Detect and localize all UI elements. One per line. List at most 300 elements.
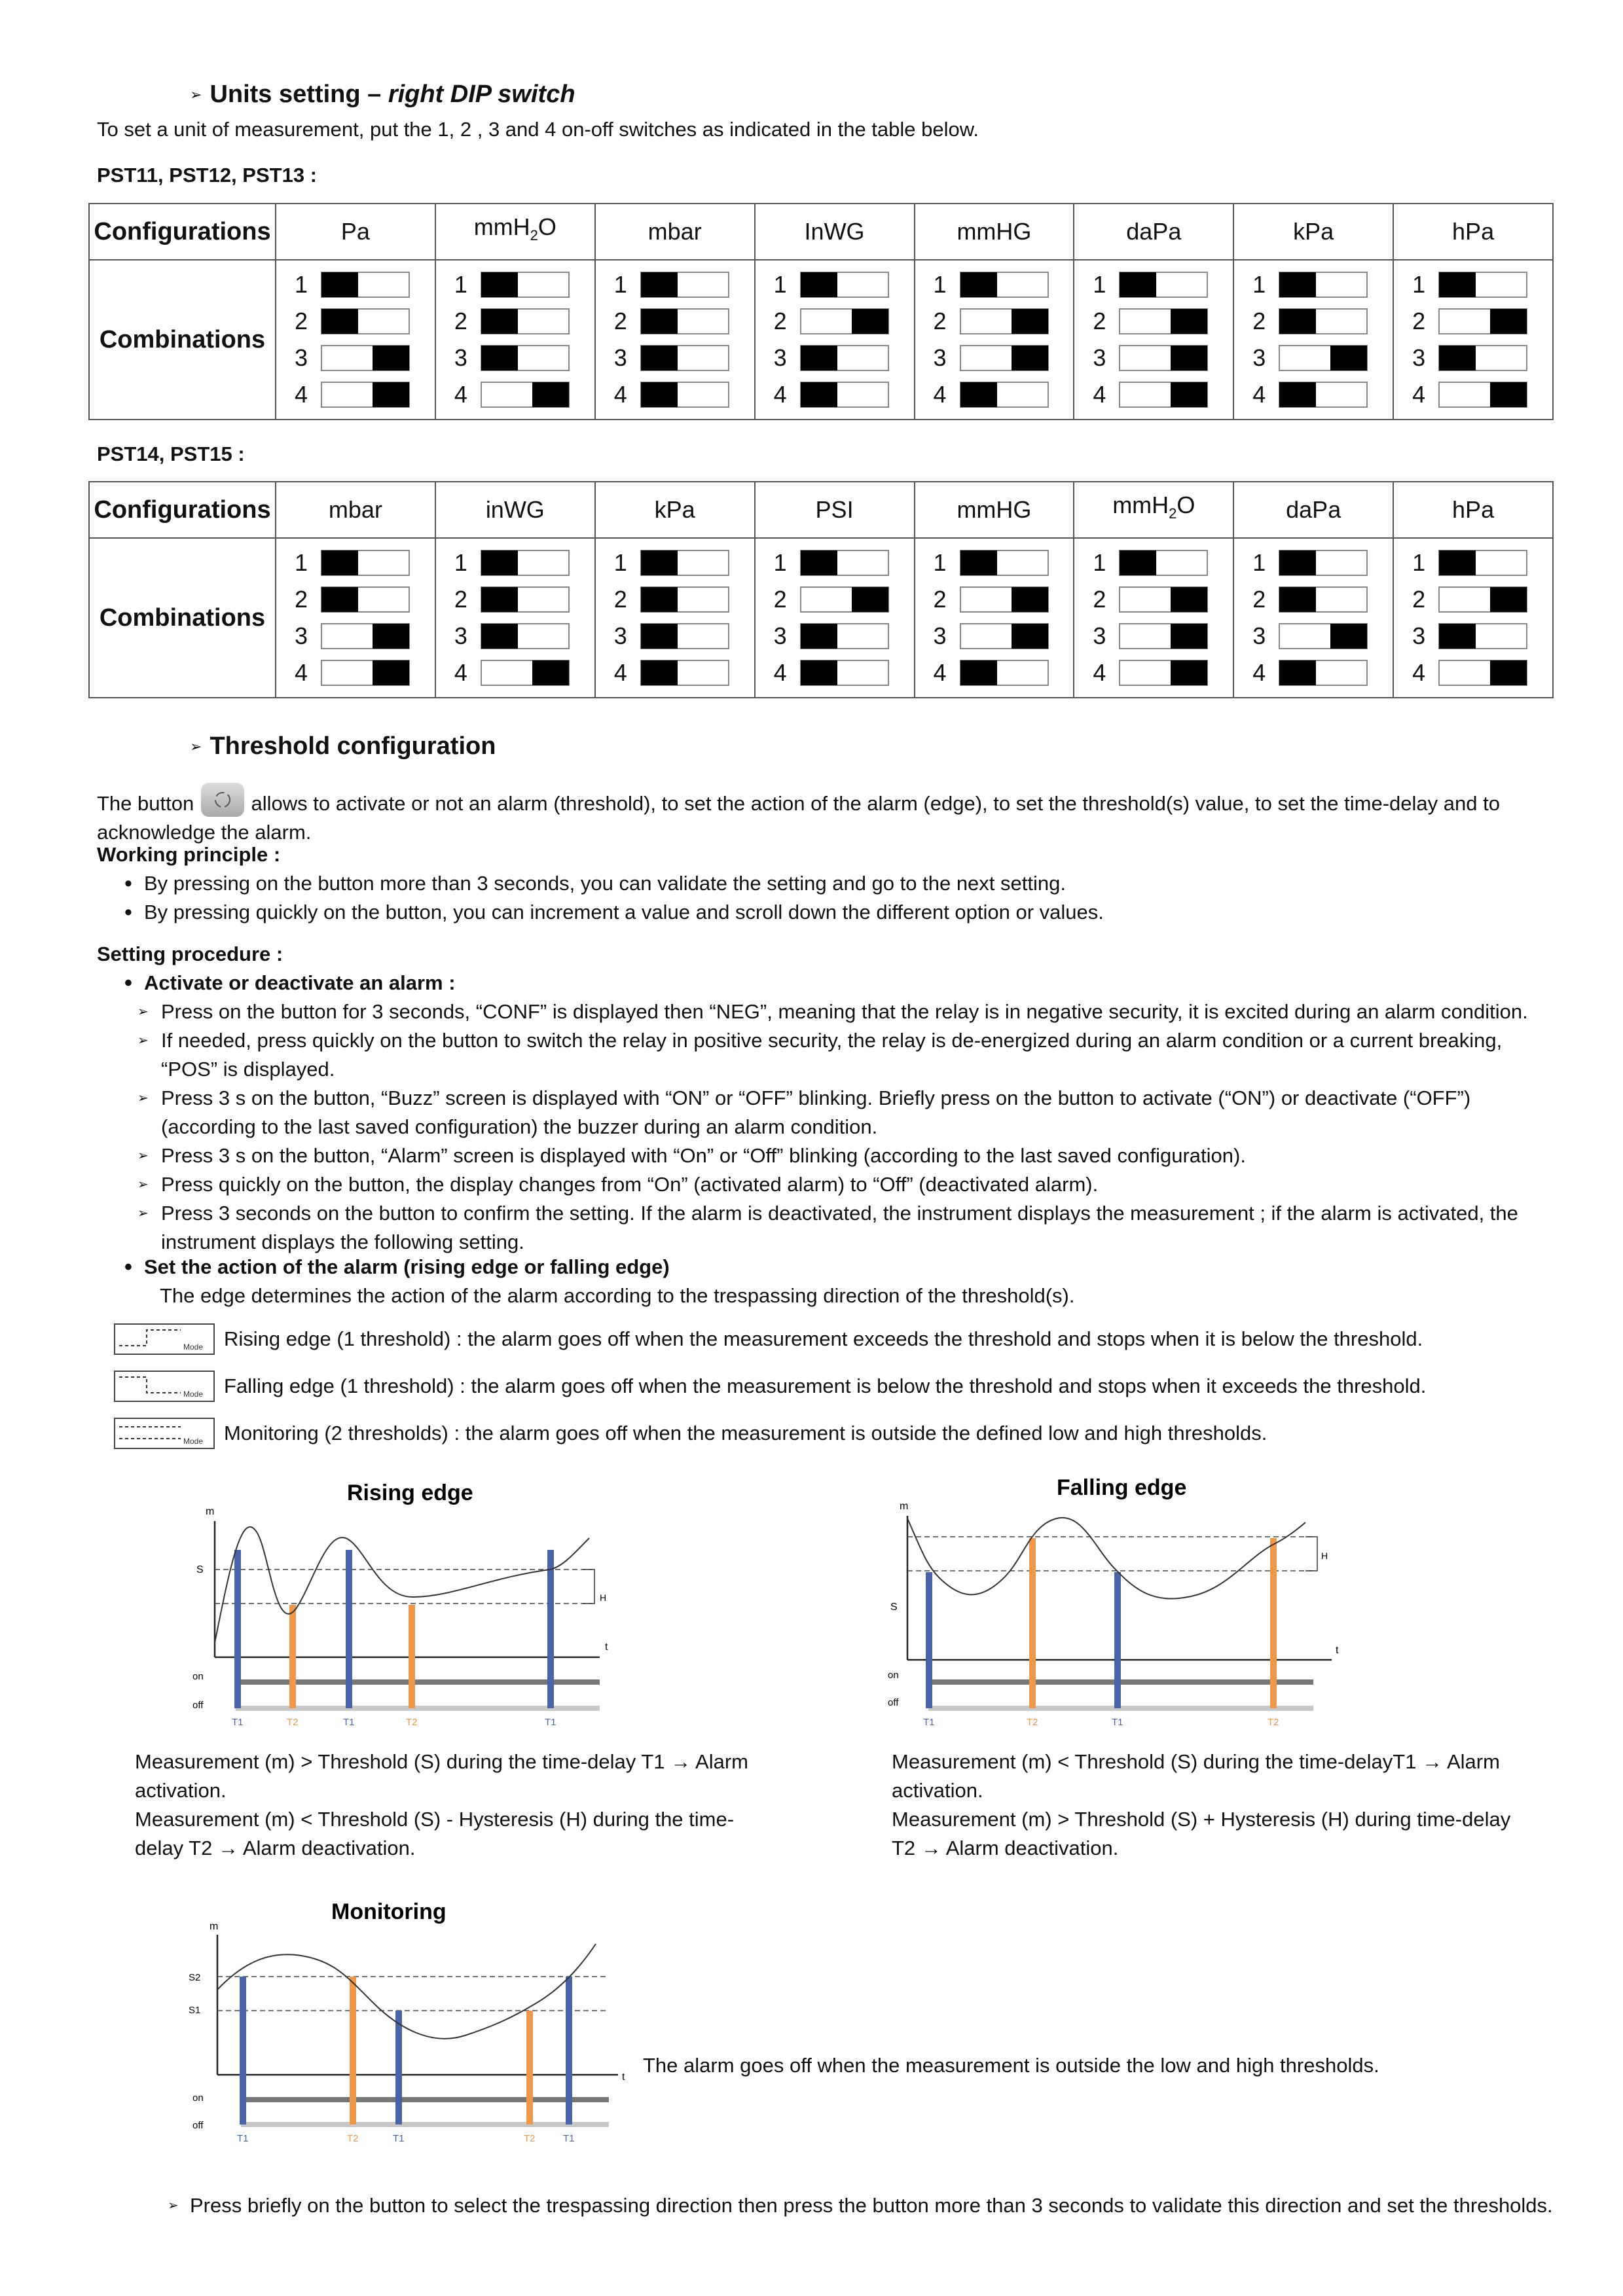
s-label: S [890,1602,898,1613]
switch-slot [481,345,570,371]
switch-number: 4 [773,381,787,408]
switch-lever-off [852,309,888,334]
switch-combination [1393,538,1553,698]
switch-slot [800,308,889,334]
switch-number: 2 [773,586,787,613]
final-step [128,2191,1595,2220]
t1-bar [926,1572,932,1708]
switch-slot [481,550,570,576]
switch-slot [640,308,729,334]
switch-slot [1119,550,1208,576]
switch-slot [321,308,410,334]
units-setting-heading: ➢ Units setting – right DIP switch [190,81,575,108]
monitoring-mode-desc: Monitoring (2 thresholds) : the alarm goes off when the measurement is outside the defined low and high thresholds. [224,1422,1267,1444]
dip-switch-1 [295,546,435,580]
dip-switch-2 [1252,583,1393,617]
switch-slot [1279,308,1368,334]
switch-slot [481,586,570,613]
hysteresis-bracket [583,1570,594,1604]
switch-combination [915,538,1074,698]
switch-number: 1 [1252,271,1266,298]
switch-number: 1 [454,549,467,576]
switch-lever-off [373,346,409,370]
dip-switch-2 [295,583,435,617]
switch-combination [1233,538,1393,698]
switch-lever-on [641,660,678,685]
t2-bar [350,1977,356,2125]
dip-switch-1 [614,268,754,302]
switch-lever-off [1171,660,1207,685]
switch-lever-on [1279,309,1316,334]
arrow-bullet-icon: ➢ [190,738,202,755]
switch-slot [1438,345,1527,371]
switch-lever-off [1012,624,1048,649]
t2-bar [1270,1538,1277,1708]
switch-lever-off [1490,382,1527,407]
switch-slot [1119,345,1208,371]
switch-lever-on [641,382,678,407]
switch-combination [435,538,595,698]
switch-lever-on [801,660,837,685]
dip-switch-1 [1252,268,1393,302]
list-item: ➢ Press 3 s on the button, “Buzz” screen is displayed with “ON” or “OFF” blinking. Briefly press on the button to activate (“ON”) or deactivate (“OFF”) (according to the last saved configuration) the buzzer during an alarm condition. [98,1084,1578,1141]
switch-slot [640,345,729,371]
switch-lever-on [641,587,678,612]
switch-slot [960,382,1049,408]
unit-cell: Pa [276,204,435,260]
comb-header: Combinations [89,538,276,698]
switch-lever-on [641,346,678,370]
switch-lever-on [321,309,358,334]
switch-lever-off [373,660,409,685]
switch-number: 2 [773,308,787,334]
dip-switch-2 [774,583,914,617]
off-label: off [888,1697,899,1708]
switch-slot [1279,382,1368,408]
svg-text:Mode: Mode [183,1342,204,1352]
switch-number: 3 [613,344,627,371]
switch-slot [1119,382,1208,408]
t-label: t [605,1641,608,1653]
switch-lever-on [960,660,997,685]
t1-label: T1 [343,1717,355,1728]
switch-number: 3 [295,622,308,649]
switch-number: 2 [933,308,947,334]
switch-number: 4 [1412,659,1426,686]
switch-lever-on [1439,624,1476,649]
switch-slot [321,272,410,298]
dip-switch-1 [934,268,1074,302]
dip-switch-1 [295,268,435,302]
s1-label: S1 [189,2005,201,2016]
hysteresis-bracket [1305,1537,1317,1571]
switch-number: 4 [613,381,627,408]
switch-lever-off [373,624,409,649]
measurement-curve [907,1518,1305,1599]
dip-switch-3 [934,619,1074,653]
switch-number: 1 [773,549,787,576]
switch-lever-on [801,382,837,407]
switch-number: 3 [454,344,467,371]
switch-lever-off [852,587,888,612]
switch-slot [321,382,410,408]
switch-slot [640,586,729,613]
monitoring-mode-icon [114,1418,215,1449]
t1-label: T1 [237,2133,249,2144]
switch-number: 3 [1412,344,1426,371]
edge-list [98,1253,1539,1282]
edge-intro: The edge determines the action of the alarm according to the trespassing direction of the threshold(s). [160,1284,1075,1307]
switch-slot [481,382,570,408]
dip-switch-1 [774,546,914,580]
dip-switch-1 [774,268,914,302]
switch-lever-off [1171,382,1207,407]
switch-number: 1 [1412,549,1426,576]
switch-slot [481,660,570,686]
switch-lever-on [1120,272,1156,297]
dip-switch-4 [454,378,594,412]
switch-lever-off [1012,587,1048,612]
m-label: m [210,1921,219,1932]
unit-cell: mmHG [915,482,1074,538]
switch-slot [640,550,729,576]
switch-lever-off [1012,309,1048,334]
dip-switch-2 [1093,304,1233,338]
switch-lever-off [1330,624,1367,649]
procedure-list [98,969,1571,997]
switch-number: 2 [933,586,947,613]
switch-slot [640,272,729,298]
dip-switch-2 [454,583,594,617]
switch-number: 1 [613,271,627,298]
switch-slot [1279,623,1368,649]
dip-switch-3 [1252,341,1393,375]
switch-lever-on [641,309,678,334]
working-principle-list [98,869,1539,927]
switch-slot [1438,623,1527,649]
rising-mode-icon [114,1323,215,1355]
dip-switch-4 [1412,656,1552,690]
switch-slot [1119,272,1208,298]
dip-switch-1 [454,546,594,580]
switch-slot [960,586,1049,613]
dip-switch-4 [614,656,754,690]
svg-text:Mode: Mode [183,1390,204,1399]
switch-slot [1119,660,1208,686]
dip-switch-4 [1093,656,1233,690]
switch-number: 3 [773,344,787,371]
switch-lever-off [1171,587,1207,612]
switch-slot [1438,308,1527,334]
switch-number: 2 [1412,308,1426,334]
unit-cell: daPa [1074,204,1233,260]
switch-slot [1438,586,1527,613]
switch-combination [276,260,435,420]
switch-number: 1 [295,549,308,576]
switch-slot [1438,660,1527,686]
switch-combination [755,260,915,420]
t1-label: T1 [1112,1717,1123,1728]
monitoring-title: Monitoring [331,1899,447,1924]
switch-slot [321,586,410,613]
dip-switch-4 [1252,656,1393,690]
switch-lever-off [532,382,569,407]
switch-lever-on [481,550,518,575]
t1-bar [395,2011,402,2125]
m-label: m [206,1506,215,1517]
switch-number: 1 [454,271,467,298]
rising-caption: Measurement (m) > Threshold (S) during the time-delay T1 → Alarm activation. Measurement (m) < Threshold (S) - Hysteresis (H) during the time- delay T2 → Alarm deactivation. [135,1750,748,1859]
t2-bar [289,1605,296,1708]
switch-slot [481,623,570,649]
rising-edge-diagram [183,1466,629,1728]
switch-number: 2 [1252,586,1266,613]
switch-lever-off [1171,624,1207,649]
list-item: • By pressing quickly on the button, you can increment a value and scroll down the different option or values. [98,898,1539,927]
unit-cell: kPa [595,482,755,538]
switch-combination [1393,260,1553,420]
switch-number: 3 [1252,344,1266,371]
switch-number: 3 [1093,622,1106,649]
switch-number: 3 [295,344,308,371]
switch-number: 4 [613,659,627,686]
switch-lever-on [321,550,358,575]
switch-lever-on [960,550,997,575]
switch-lever-on [481,587,518,612]
switch-number: 1 [295,271,308,298]
switch-lever-on [321,272,358,297]
switch-lever-on [801,550,837,575]
switch-lever-on [1120,550,1156,575]
switch-number: 1 [613,549,627,576]
dip-switch-4 [1093,378,1233,412]
switch-slot [1279,272,1368,298]
switch-number: 3 [1252,622,1266,649]
device-button-icon [201,783,244,817]
dip-switch-2 [934,583,1074,617]
list-item: • By pressing on the button more than 3 seconds, you can validate the setting and go to the next setting. [98,869,1539,898]
switch-slot [321,550,410,576]
switch-slot [1438,550,1527,576]
dip-switch-3 [1093,619,1233,653]
dip-switch-4 [774,656,914,690]
config-header: Configurations [89,204,276,260]
unit-cell: daPa [1233,482,1393,538]
switch-slot [481,272,570,298]
switch-number: 4 [1093,381,1106,408]
switch-lever-off [373,382,409,407]
h-label: H [1321,1551,1328,1561]
switch-lever-on [801,346,837,370]
switch-lever-off [532,660,569,685]
switch-lever-on [1279,587,1316,612]
dip-switch-3 [934,341,1074,375]
dip-switch-3 [295,341,435,375]
switch-number: 4 [1093,659,1106,686]
t1-label: T1 [923,1717,935,1728]
t2-bar [1029,1538,1036,1708]
switch-lever-off [1490,587,1527,612]
switch-slot [640,382,729,408]
dip-switch-1 [614,546,754,580]
t-label: t [622,2072,625,2083]
unit-cell: mmH$_2$O [1074,482,1233,538]
comb-header: Combinations [89,260,276,420]
dip-switch-3 [454,619,594,653]
switch-slot [800,660,889,686]
switch-lever-on [1439,550,1476,575]
switch-lever-on [481,272,518,297]
t2-label: T2 [347,2133,359,2144]
threshold-intro: The button allows to activate or not an alarm (threshold), to set the action of the alarm (edge), to set the threshold(s) value, to set the time-delay and to acknowledge the alarm. [97,783,1563,847]
switch-combination [1074,538,1233,698]
switch-lever-on [1279,382,1316,407]
switch-slot [640,660,729,686]
t2-bar [526,2011,533,2125]
switch-combination [276,538,435,698]
t1-label: T1 [393,2133,405,2144]
t1-label: T1 [563,2133,575,2144]
list-item: • Activate or deactivate an alarm : [98,969,1571,997]
switch-slot [800,550,889,576]
switch-lever-on [801,624,837,649]
switch-lever-on [1439,346,1476,370]
on-label: on [192,1671,204,1682]
switch-combination [1233,260,1393,420]
dip-switch-2 [454,304,594,338]
unit-cell: mbar [276,482,435,538]
dip-switch-4 [614,378,754,412]
switch-lever-on [641,550,678,575]
switch-number: 1 [773,271,787,298]
switch-number: 1 [1412,271,1426,298]
switch-number: 1 [933,549,947,576]
switch-slot [481,308,570,334]
dip-switch-2 [1412,583,1552,617]
list-item: • Set the action of the alarm (rising edge or falling edge) [98,1253,1539,1282]
group1-label: PST11, PST12, PST13 : [97,164,317,187]
dip-switch-3 [774,619,914,653]
switch-slot [1438,272,1527,298]
falling-mode-icon [114,1371,215,1402]
switch-number: 4 [933,381,947,408]
dip-switch-3 [1412,619,1552,653]
switch-number: 3 [933,344,947,371]
dip-switch-2 [295,304,435,338]
switch-number: 1 [1252,549,1266,576]
switch-combination [595,260,755,420]
dip-switch-2 [1412,304,1552,338]
falling-mode-desc: Falling edge (1 threshold) : the alarm goes off when the measurement is below the threshold and stops when it exceeds the threshold. [224,1374,1427,1397]
switch-lever-on [1279,272,1316,297]
switch-number: 4 [454,659,467,686]
t2-bar [409,1605,415,1708]
switch-combination [915,260,1074,420]
dip-switch-4 [295,378,435,412]
t2-label: T2 [287,1717,299,1728]
t1-bar [566,1977,572,2125]
switch-slot [1119,308,1208,334]
list-item: ➢ Press briefly on the button to select the trespassing direction then press the button more than 3 seconds to validate this direction and set the thresholds. [128,2191,1595,2220]
switch-number: 4 [295,381,308,408]
unit-cell: kPa [1233,204,1393,260]
switch-slot [960,308,1049,334]
switch-number: 4 [1252,381,1266,408]
dip-switch-4 [934,656,1074,690]
dip-switch-4 [295,656,435,690]
switch-slot [960,550,1049,576]
dip-switch-2 [934,304,1074,338]
list-item: ➢ Press quickly on the button, the display changes from “On” (activated alarm) to “Off” (deactivated alarm). [98,1170,1578,1199]
dip-switch-4 [1252,378,1393,412]
dip-switch-1 [1093,546,1233,580]
switch-number: 4 [1412,381,1426,408]
group2-label: PST14, PST15 : [97,442,245,465]
switch-slot [1279,586,1368,613]
switch-slot [960,660,1049,686]
on-label: on [192,2092,204,2104]
switch-lever-on [481,309,518,334]
switch-number: 2 [1093,586,1106,613]
t2-label: T2 [1267,1717,1279,1728]
working-principle-title: Working principle : [97,843,281,866]
switch-slot [800,272,889,298]
switch-lever-on [481,346,518,370]
switch-lever-off [1490,309,1527,334]
dip-table-1 [88,203,1554,420]
unit-cell: mmH$_2$O [435,204,595,260]
switch-number: 4 [454,381,467,408]
t1-bar [346,1550,352,1708]
t-label: t [1336,1645,1339,1656]
dip-switch-1 [454,268,594,302]
switch-number: 2 [613,586,627,613]
dip-switch-2 [1252,304,1393,338]
switch-combination [595,538,755,698]
config-header: Configurations [89,482,276,538]
switch-number: 2 [454,586,467,613]
switch-lever-on [641,272,678,297]
switch-combination [435,260,595,420]
switch-number: 2 [1252,308,1266,334]
switch-lever-on [641,624,678,649]
switch-slot [321,623,410,649]
dip-switch-1 [1412,268,1552,302]
switch-lever-on [1279,660,1316,685]
s2-label: S2 [189,1972,201,1983]
off-label: off [192,2120,204,2131]
switch-lever-off [1490,660,1527,685]
setting-procedure-title: Setting procedure : [97,942,283,965]
switch-combination [1074,260,1233,420]
unit-cell: InWG [755,204,915,260]
svg-text:Mode: Mode [183,1437,204,1446]
switch-number: 2 [295,308,308,334]
switch-number: 4 [773,659,787,686]
switch-number: 2 [613,308,627,334]
unit-cell: hPa [1393,482,1553,538]
unit-cell: mmHG [915,204,1074,260]
falling-caption: Measurement (m) < Threshold (S) during the time-delayT1 → Alarm activation. Measurement (m) > Threshold (S) + Hysteresis (H) during time-delay T2 → Alarm deactivation. [892,1750,1511,1859]
switch-slot [321,660,410,686]
arrow-bullet-icon: ➢ [190,86,202,103]
switch-lever-on [1439,272,1476,297]
switch-slot [800,345,889,371]
off-label: off [192,1700,204,1711]
rising-title: Rising edge [347,1480,473,1505]
measurement-curve [217,1944,596,2039]
dip-switch-2 [614,304,754,338]
